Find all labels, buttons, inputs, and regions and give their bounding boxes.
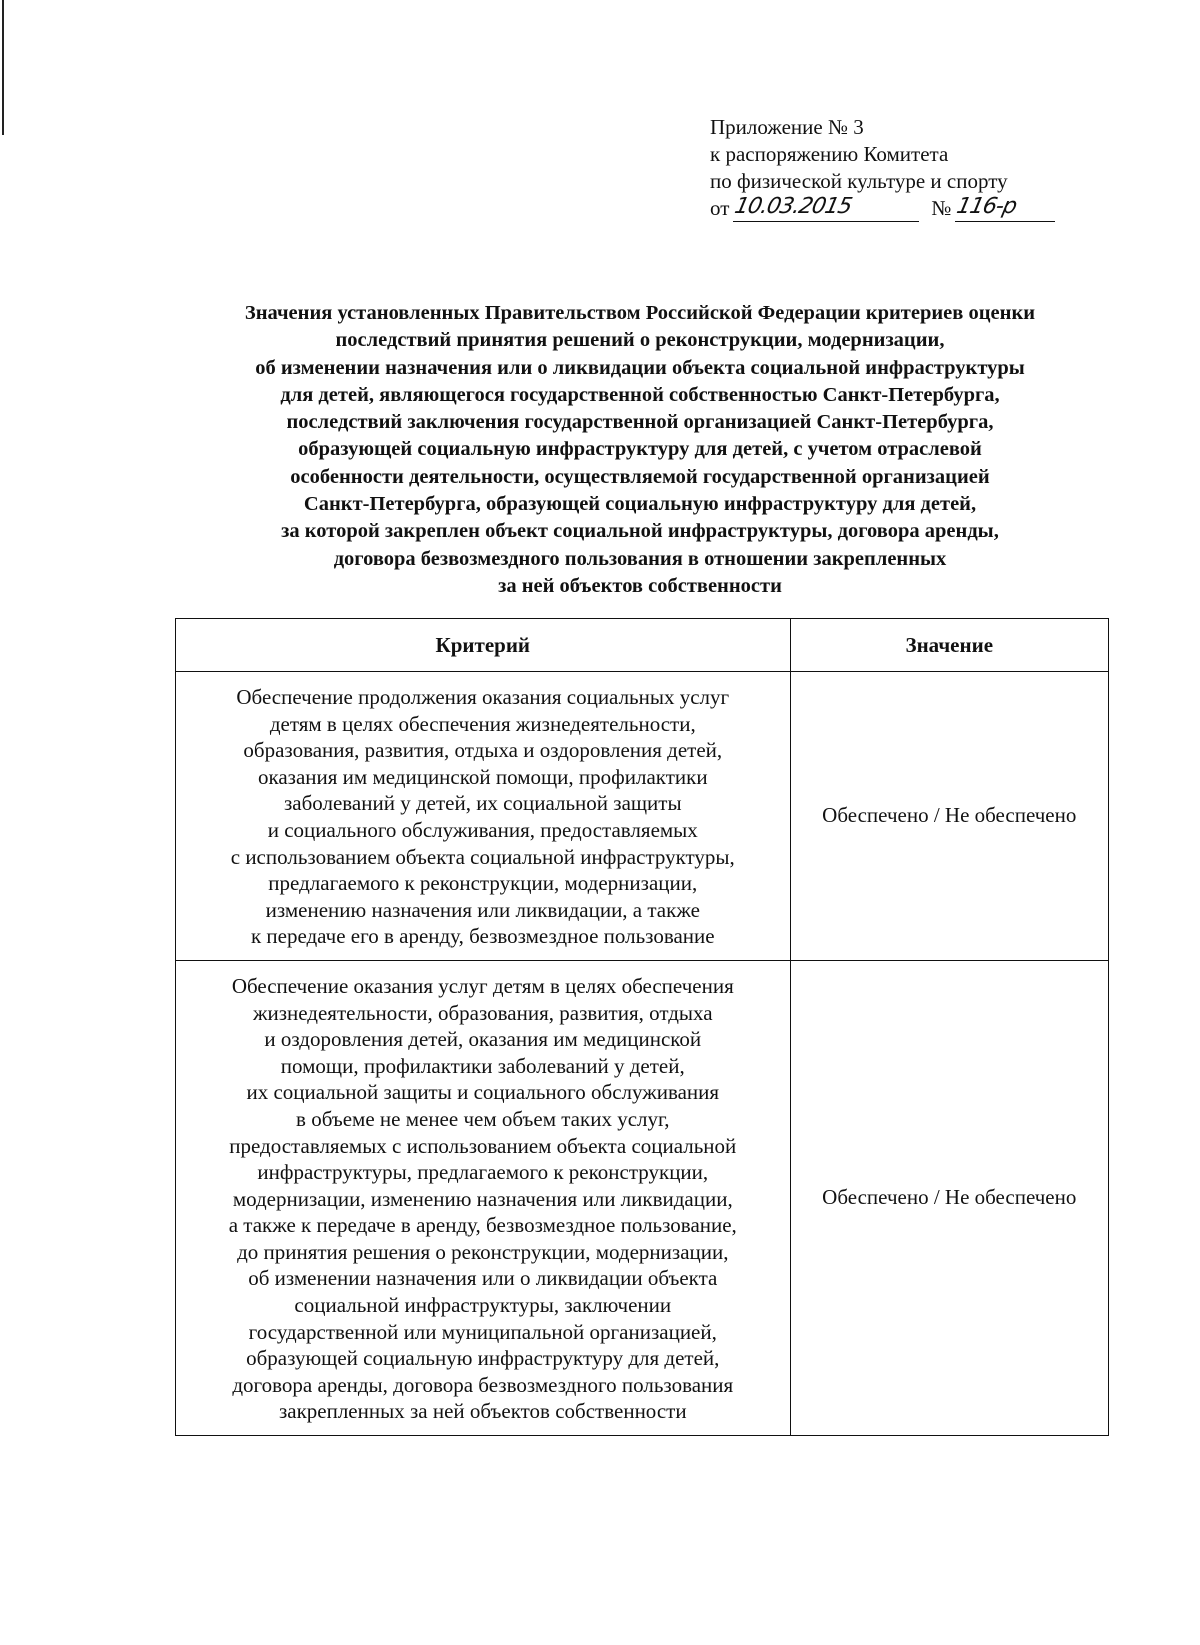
table-row	[176, 672, 1109, 961]
criterion-line: а также к передаче в аренду, безвозмездное пользование,	[228, 1213, 737, 1238]
heading-line: особенности деятельности, осуществляемой государственной организацией	[290, 465, 990, 488]
heading-line: Значения установленных Правительством Российской Федерации критериев оценки	[244, 302, 1036, 324]
heading-line: договора безвозмездного пользования в отношении закрепленных	[333, 547, 947, 570]
header-value: Значение	[790, 619, 1108, 672]
criterion-line: образующей социальную инфраструктуру для детей,	[246, 1346, 720, 1371]
criterion-line: с использованием объекта социальной инфраструктуры,	[230, 844, 735, 869]
appendix-line-3: по физической культуре и спорту	[710, 169, 1008, 193]
scan-edge-mark	[2, 0, 4, 135]
heading-line: для детей, являющегося государственной собственностью Санкт-Петербурга,	[280, 383, 1000, 406]
criterion-cell-2	[176, 960, 791, 1435]
criterion-line: государственной или муниципальной организацией,	[248, 1319, 717, 1344]
value-cell-2: Обеспечено / Не обеспечено	[790, 960, 1108, 1435]
document-heading	[150, 300, 1130, 600]
criterion-line: Обеспечение оказания услуг детям в целях обеспечения	[231, 973, 734, 998]
header-criterion: Критерий	[176, 619, 791, 672]
heading-line: Санкт-Петербурга, образующей социальную инфраструктуру для детей,	[303, 493, 977, 516]
criterion-line: инфраструктуры, предлагаемого к реконструкции,	[257, 1160, 709, 1185]
appendix-block	[710, 114, 1130, 222]
criterion-line: об изменении назначения или о ликвидации объекта	[248, 1266, 718, 1291]
criterion-line: оказания им медицинской помощи, профилактики	[257, 764, 708, 789]
heading-line: за ней объектов собственности	[498, 574, 782, 597]
criterion-line: до принятия решения о реконструкции, модернизации,	[237, 1239, 729, 1264]
criterion-line: предлагаемого к реконструкции, модернизации,	[268, 871, 698, 896]
appendix-line-2: к распоряжению Комитета	[710, 142, 949, 166]
criterion-line: предоставляемых с использованием объекта социальной	[229, 1133, 737, 1158]
criterion-line: закрепленных за ней объектов собственности	[278, 1399, 687, 1424]
criterion-line: Обеспечение продолжения оказания социальных услуг	[236, 685, 730, 709]
handwritten-date: 10.03.2015	[732, 194, 855, 219]
appendix-line-1: Приложение № 3	[710, 115, 864, 139]
number-label: №	[931, 196, 952, 220]
criterion-line: в объеме не менее чем объем таких услуг,	[296, 1106, 670, 1131]
table-header-row	[176, 619, 1109, 672]
heading-line: последствий заключения государственной организацией Санкт-Петербурга,	[286, 411, 994, 434]
from-label: от	[710, 196, 730, 220]
criterion-line: помощи, профилактики заболеваний у детей,	[280, 1053, 685, 1078]
criterion-line: и социального обслуживания, предоставляемых	[267, 817, 698, 842]
criterion-line: образования, развития, отдыха и оздоровления детей,	[243, 738, 723, 763]
appendix-date-number-line	[710, 195, 1130, 222]
handwritten-number-field	[955, 196, 1055, 222]
handwritten-number: 116-р	[954, 194, 1020, 219]
criterion-line: их социальной защиты и социального обслуживания	[246, 1080, 720, 1105]
heading-line: за которой закреплен объект социальной инфраструктуры, договора аренды,	[281, 520, 999, 543]
criterion-line: к передаче его в аренду, безвозмездное пользование	[250, 924, 715, 949]
criterion-line: жизнедеятельности, образования, развития, отдыха	[252, 1000, 713, 1025]
criterion-line: заболеваний у детей, их социальной защиты	[283, 791, 682, 816]
criterion-line: детям в целях обеспечения жизнедеятельности,	[269, 711, 696, 736]
criterion-line: модернизации, изменению назначения или ликвидации,	[232, 1186, 733, 1211]
heading-line: образующей социальную инфраструктуру для детей, с учетом отраслевой	[298, 438, 982, 461]
heading-line: об изменении назначения или о ликвидации объекта социальной инфраструктуры	[255, 356, 1025, 379]
criterion-line: договора аренды, договора безвозмездного пользования	[232, 1372, 734, 1397]
criteria-table	[175, 618, 1109, 1436]
handwritten-date-field	[733, 196, 919, 222]
criterion-cell-1	[176, 672, 791, 961]
table-row	[176, 960, 1109, 1435]
heading-line: последствий принятия решений о реконструкции, модернизации,	[335, 329, 945, 352]
criterion-line: социальной инфраструктуры, заключении	[294, 1293, 672, 1318]
value-cell-1: Обеспечено / Не обеспечено	[790, 672, 1108, 961]
criterion-line: и оздоровления детей, оказания им медицинской	[264, 1027, 702, 1052]
criterion-line: изменению назначения или ликвидации, а также	[265, 897, 700, 922]
